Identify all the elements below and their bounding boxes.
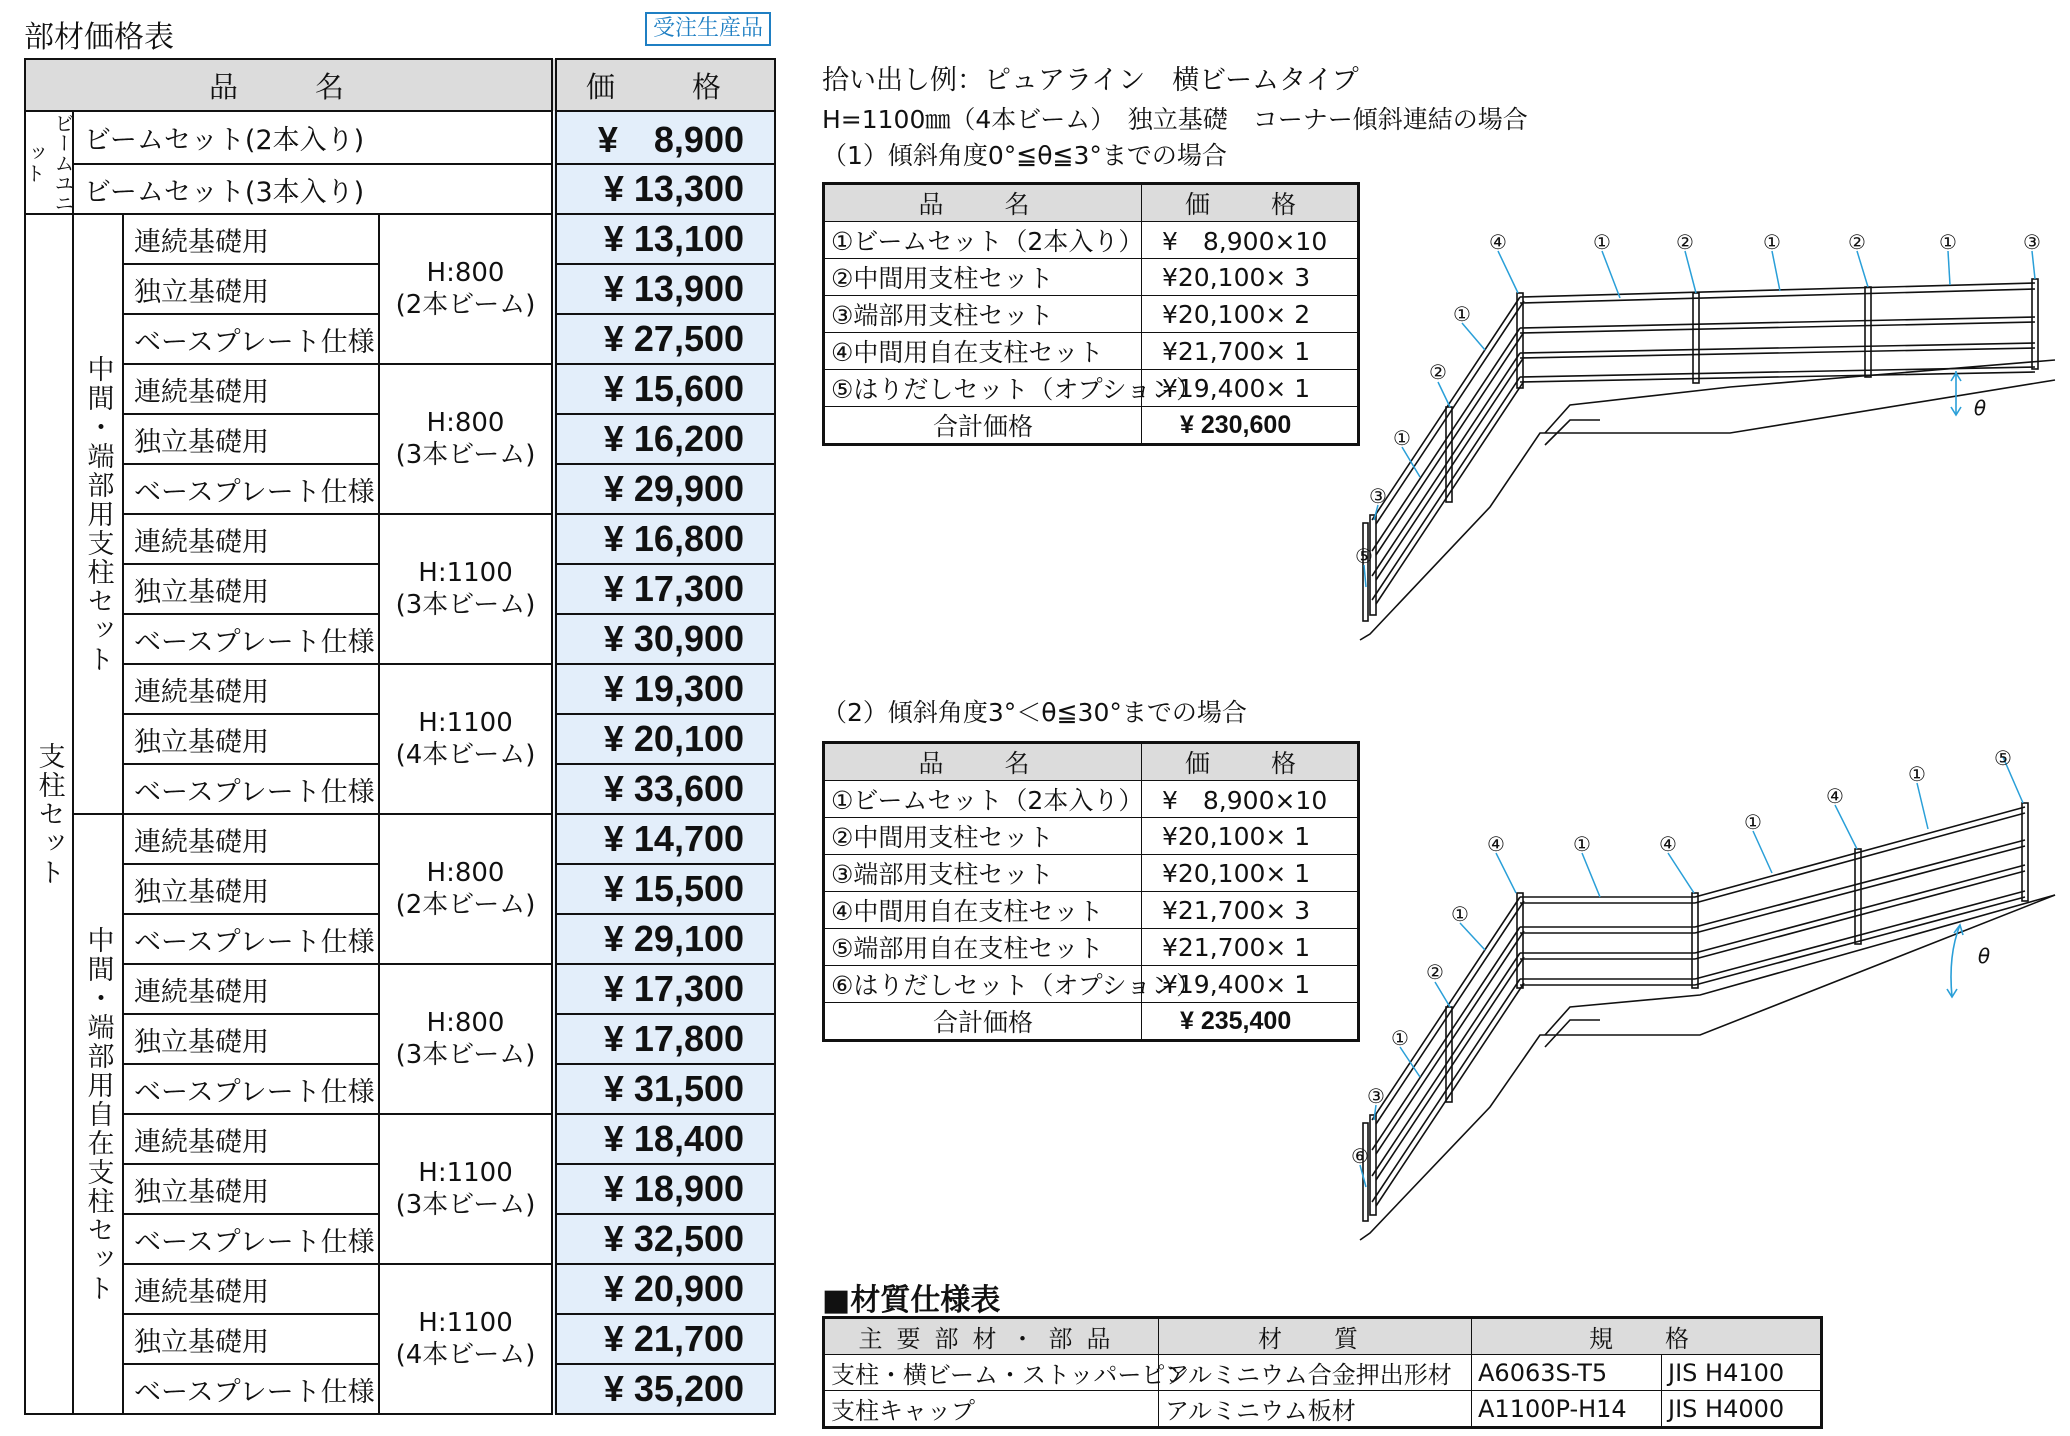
col-header-name: 品 名 xyxy=(824,184,1142,222)
item-price: ¥ 13,300 xyxy=(554,164,775,214)
item-price: ¥ 31,500 xyxy=(554,1064,775,1114)
item-price: ¥ 20,100 xyxy=(554,714,775,764)
item-value: ¥20,100× 1 xyxy=(1142,855,1359,892)
jis-cell: JIS H4100 xyxy=(1662,1355,1822,1391)
height-spec xyxy=(379,214,554,364)
item-price: ¥ 14,700 xyxy=(554,814,775,864)
item-name: ⑤はりだしセット（オプション） xyxy=(824,370,1142,407)
table-row xyxy=(824,1391,1822,1428)
total-value: ¥ 235,400 xyxy=(1142,1003,1359,1041)
rail-run-lower xyxy=(1372,297,1524,604)
item-name: 連続基礎用 xyxy=(123,1114,379,1164)
theta-label: θ xyxy=(1973,396,1987,420)
callout-label: ② xyxy=(1676,230,1694,254)
col-header-spec: 規 格 xyxy=(1472,1318,1822,1355)
case1-fence-diagram xyxy=(1320,215,2060,655)
item-name: 連続基礎用 xyxy=(123,214,379,264)
item-name: ベースプレート仕様 xyxy=(123,1064,379,1114)
case2-estimate-table xyxy=(822,741,1360,1042)
beam-count-label: (4本ビーム) xyxy=(395,740,536,770)
callout-label: ④ xyxy=(1659,832,1677,856)
item-value: ¥ 8,900×10 xyxy=(1142,222,1359,259)
item-name: 連続基礎用 xyxy=(123,814,379,864)
item-price: ¥ 30,900 xyxy=(554,614,775,664)
item-price: ¥ 17,300 xyxy=(554,564,775,614)
callout-label: ③ xyxy=(1369,484,1387,508)
price-table xyxy=(24,58,776,1415)
beam-count-label: (2本ビーム) xyxy=(395,890,536,920)
callout-label: ④ xyxy=(1487,832,1505,856)
item-value: ¥20,100× 2 xyxy=(1142,296,1359,333)
table-row xyxy=(25,1264,775,1314)
callout-label: ④ xyxy=(1826,784,1844,808)
item-value: ¥ 8,900×10 xyxy=(1142,781,1359,818)
example-title: 拾い出し例：ピュアライン 横ビームタイプ xyxy=(822,65,1359,96)
height-spec xyxy=(379,664,554,814)
part-cell: 支柱キャップ xyxy=(824,1391,1159,1428)
item-name: ④中間用自在支柱セット xyxy=(824,892,1142,929)
table-row xyxy=(25,164,775,214)
callout-label: ③ xyxy=(2023,230,2041,254)
case2-fence-diagram xyxy=(1320,745,2060,1265)
callout-label: ⑤ xyxy=(1355,544,1373,568)
table-row xyxy=(25,364,775,414)
item-price: ¥ 21,700 xyxy=(554,1314,775,1364)
table-row xyxy=(824,222,1359,259)
item-price: ¥ 13,100 xyxy=(554,214,775,264)
table-row xyxy=(824,259,1359,296)
table-row xyxy=(824,892,1359,929)
table-row xyxy=(824,781,1359,818)
callout-label: ① xyxy=(1393,426,1411,450)
table-row xyxy=(824,296,1359,333)
item-price: ¥ 13,900 xyxy=(554,264,775,314)
callout-label: ① xyxy=(1391,1026,1409,1050)
item-value: ¥20,100× 3 xyxy=(1142,259,1359,296)
height-label: H:800 xyxy=(426,408,505,438)
item-name: ベースプレート仕様 xyxy=(123,1364,379,1414)
height-label: H:1100 xyxy=(418,1308,513,1338)
callout-label: ① xyxy=(1453,302,1471,326)
total-row xyxy=(824,407,1359,445)
beam-unit-label: ビームユニット xyxy=(22,112,75,213)
total-value: ¥ 230,600 xyxy=(1142,407,1359,445)
item-price: ¥ 17,800 xyxy=(554,1014,775,1064)
item-price: ¥ 29,100 xyxy=(554,914,775,964)
height-label: H:1100 xyxy=(418,708,513,738)
item-name: ベースプレート仕様 xyxy=(123,914,379,964)
item-name: 連続基礎用 xyxy=(123,514,379,564)
item-value: ¥19,400× 1 xyxy=(1142,370,1359,407)
item-name: 連続基礎用 xyxy=(123,364,379,414)
part-cell: 支柱・横ビーム・ストッパーピン xyxy=(824,1355,1159,1391)
table-row xyxy=(25,964,775,1014)
table-header-row xyxy=(25,59,775,111)
beam-count-label: (4本ビーム) xyxy=(395,1340,536,1370)
height-spec xyxy=(379,1264,554,1414)
table-row xyxy=(25,214,775,264)
table-row xyxy=(824,855,1359,892)
total-row xyxy=(824,1003,1359,1041)
item-price: ¥ 29,900 xyxy=(554,464,775,514)
beam-count-label: (3本ビーム) xyxy=(395,440,536,470)
callout-label: ① xyxy=(1763,230,1781,254)
height-label: H:800 xyxy=(426,258,505,288)
material-spec-table xyxy=(822,1316,1823,1429)
case2-heading: （2）傾斜角度3°＜θ≦30°までの場合 xyxy=(822,698,1247,727)
item-price: ¥ 17,300 xyxy=(554,964,775,1014)
item-name: 独立基礎用 xyxy=(123,864,379,914)
height-spec xyxy=(379,514,554,664)
item-name: ベースプレート仕様 xyxy=(123,764,379,814)
grade-cell: A1100P-H14 xyxy=(1472,1391,1662,1428)
height-label: H:1100 xyxy=(418,1158,513,1188)
material-heading: ■材質仕様表 xyxy=(822,1283,1001,1318)
callout-label: ⑥ xyxy=(1351,1144,1369,1168)
theta-label: θ xyxy=(1977,944,1991,968)
jis-cell: JIS H4000 xyxy=(1662,1391,1822,1428)
post-set-label: 支柱セット xyxy=(25,214,73,1414)
col-header-price: 価 格 xyxy=(1142,743,1359,781)
beam-count-label: (3本ビーム) xyxy=(395,1190,536,1220)
item-name: 独立基礎用 xyxy=(123,414,379,464)
material-cell: アルミニウム板材 xyxy=(1159,1391,1472,1428)
rail-run-upper xyxy=(1520,283,2035,382)
item-name: ⑥はりだしセット（オプション） xyxy=(824,966,1142,1003)
item-price: ¥ 16,800 xyxy=(554,514,775,564)
height-spec xyxy=(379,964,554,1114)
beam-count-label: (3本ビーム) xyxy=(395,590,536,620)
beam-count-label: (3本ビーム) xyxy=(395,1040,536,1070)
total-label: 合計価格 xyxy=(824,1003,1142,1041)
callout-label: ① xyxy=(1593,230,1611,254)
table-row xyxy=(25,111,775,164)
height-spec xyxy=(379,364,554,514)
item-price: ¥ 18,900 xyxy=(554,1164,775,1214)
table-row xyxy=(25,1114,775,1164)
item-name: 連続基礎用 xyxy=(123,1264,379,1314)
item-price: ¥ 20,900 xyxy=(554,1264,775,1314)
page-title: 部材価格表 xyxy=(24,20,174,55)
table-row xyxy=(824,333,1359,370)
item-name: ②中間用支柱セット xyxy=(824,259,1142,296)
table-row xyxy=(824,929,1359,966)
item-name: ③端部用支柱セット xyxy=(824,296,1142,333)
callout-label: ① xyxy=(1908,762,1926,786)
item-price: ¥ 32,500 xyxy=(554,1214,775,1264)
table-row xyxy=(824,370,1359,407)
col-header-name: 品 名 xyxy=(25,59,554,111)
item-name: 連続基礎用 xyxy=(123,664,379,714)
item-name: 独立基礎用 xyxy=(123,714,379,764)
callout-label: ⑤ xyxy=(1994,746,2012,770)
col-header-part: 主要部材・部品 xyxy=(824,1318,1159,1355)
callout-label: ② xyxy=(1848,230,1866,254)
item-name: 独立基礎用 xyxy=(123,564,379,614)
height-label: H:800 xyxy=(426,858,505,888)
item-value: ¥21,700× 1 xyxy=(1142,333,1359,370)
made-to-order-badge: 受注生産品 xyxy=(645,12,771,46)
callout-label: ① xyxy=(1451,902,1469,926)
col-header-price: 価 格 xyxy=(554,59,775,111)
height-spec xyxy=(379,1114,554,1264)
item-price: ¥ 19,300 xyxy=(554,664,775,714)
item-value: ¥21,700× 1 xyxy=(1142,929,1359,966)
table-row xyxy=(25,514,775,564)
ground-line xyxy=(1360,380,2055,640)
col-header-material: 材 質 xyxy=(1159,1318,1472,1355)
item-price: ¥ 15,600 xyxy=(554,364,775,414)
height-label: H:800 xyxy=(426,1008,505,1038)
item-name: ④中間用自在支柱セット xyxy=(824,333,1142,370)
item-price: ¥ 33,600 xyxy=(554,764,775,814)
item-price: ¥ 8,900 xyxy=(554,111,775,164)
callout-label: ④ xyxy=(1489,230,1507,254)
item-name: ビームセット(3本入り) xyxy=(73,164,554,214)
material-cell: アルミニウム合金押出形材 xyxy=(1159,1355,1472,1391)
table-row xyxy=(824,966,1359,1003)
ground-line xyxy=(1360,895,2055,1240)
total-label: 合計価格 xyxy=(824,407,1142,445)
callout-label: ② xyxy=(1426,960,1444,984)
item-name: ⑤端部用自在支柱セット xyxy=(824,929,1142,966)
rail-run-lower xyxy=(1372,897,1524,1206)
case1-estimate-table xyxy=(822,182,1360,446)
item-name: 独立基礎用 xyxy=(123,1014,379,1064)
item-name: 独立基礎用 xyxy=(123,264,379,314)
item-name: ②中間用支柱セット xyxy=(824,818,1142,855)
item-name: ①ビームセット（2本入り） xyxy=(824,781,1142,818)
table-header-row xyxy=(824,743,1359,781)
callout-label: ③ xyxy=(1367,1084,1385,1108)
height-spec xyxy=(379,814,554,964)
rail-run-upper xyxy=(1520,807,2025,985)
item-value: ¥21,700× 3 xyxy=(1142,892,1359,929)
item-name: ベースプレート仕様 xyxy=(123,1214,379,1264)
col-header-name: 品 名 xyxy=(824,743,1142,781)
beam-count-label: (2本ビーム) xyxy=(395,290,536,320)
table-row xyxy=(824,818,1359,855)
table-row xyxy=(824,1355,1822,1391)
item-name: ベースプレート仕様 xyxy=(123,464,379,514)
table-row xyxy=(25,814,775,864)
height-label: H:1100 xyxy=(418,558,513,588)
callout-label: ① xyxy=(1573,832,1591,856)
item-price: ¥ 27,500 xyxy=(554,314,775,364)
item-name: ベースプレート仕様 xyxy=(123,614,379,664)
item-price: ¥ 35,200 xyxy=(554,1364,775,1414)
case1-heading: （1）傾斜角度0°≦θ≦3°までの場合 xyxy=(822,141,1227,170)
item-value: ¥20,100× 1 xyxy=(1142,818,1359,855)
item-name: ベースプレート仕様 xyxy=(123,314,379,364)
group-label: 中間・端部用自在支柱セット xyxy=(73,814,123,1414)
item-price: ¥ 15,500 xyxy=(554,864,775,914)
item-name: 独立基礎用 xyxy=(123,1164,379,1214)
item-price: ¥ 16,200 xyxy=(554,414,775,464)
table-row xyxy=(25,664,775,714)
table-header-row xyxy=(824,184,1359,222)
group-label: 中間・端部用支柱セット xyxy=(73,214,123,814)
item-price: ¥ 18,400 xyxy=(554,1114,775,1164)
callout-label: ① xyxy=(1939,230,1957,254)
item-name: 独立基礎用 xyxy=(123,1314,379,1364)
example-condition: H=1100㎜（4本ビーム） 独立基礎 コーナー傾斜連結の場合 xyxy=(822,105,1528,134)
callout-label: ① xyxy=(1744,810,1762,834)
grade-cell: A6063S-T5 xyxy=(1472,1355,1662,1391)
item-name: ③端部用支柱セット xyxy=(824,855,1142,892)
item-value: ¥19,400× 1 xyxy=(1142,966,1359,1003)
col-header-price: 価 格 xyxy=(1142,184,1359,222)
item-name: ①ビームセット（2本入り） xyxy=(824,222,1142,259)
item-name: ビームセット(2本入り) xyxy=(73,111,554,164)
item-name: 連続基礎用 xyxy=(123,964,379,1014)
callout-label: ② xyxy=(1429,360,1447,384)
